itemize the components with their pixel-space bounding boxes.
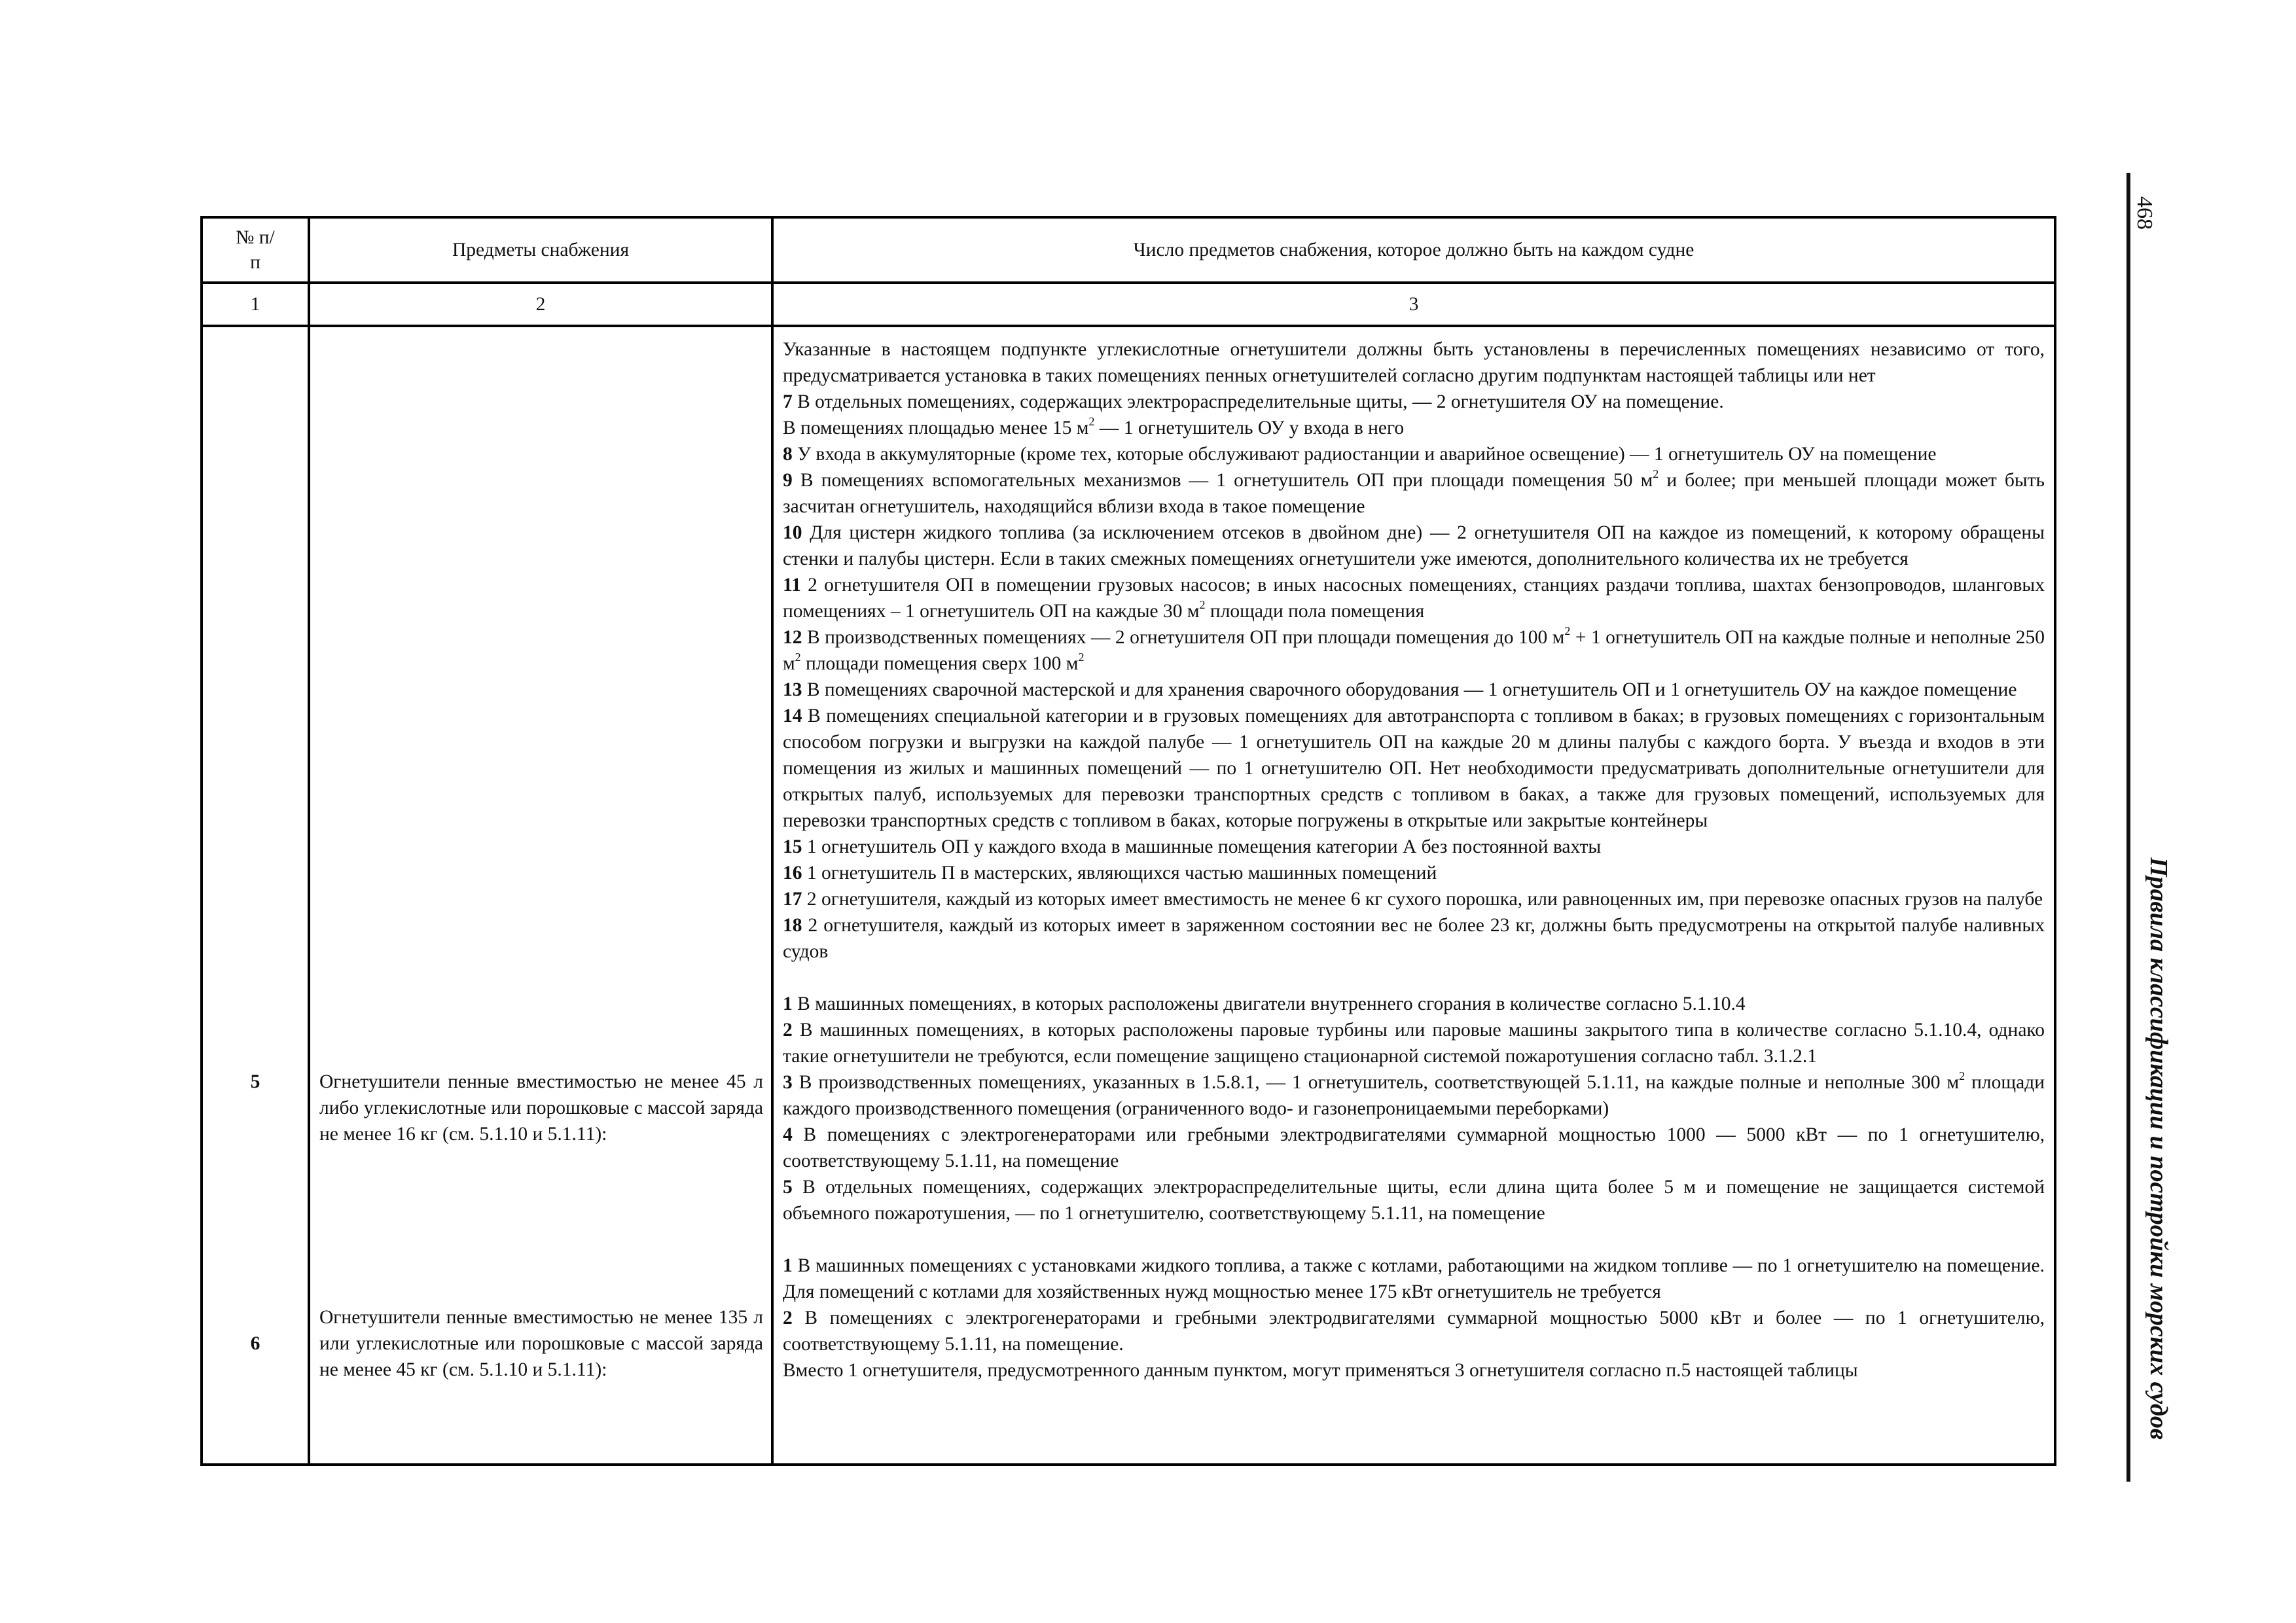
item5-requirements xyxy=(783,991,2045,1226)
quantity-cell xyxy=(772,326,2055,1465)
item6-clause-2-note: Вместо 1 огнетушителя, предусмотренного данным пунктом, могут применяться 3 огнетушителя согласно п.5 настоящей таблицы xyxy=(783,1360,1858,1381)
item-number-6: 6 xyxy=(250,1333,260,1354)
clause-16: 16 1 огнетушитель П в мастерских, являющихся частью машинных помещений xyxy=(783,863,1437,883)
number-cell xyxy=(202,326,309,1465)
clause-9: 9 В помещениях вспомогательных механизмов — 1 огнетушитель ОП при площади помещения 50 $м^2$ и более; при меньшей площади может быть засчитан огнетушитель, находящийся вблизи входа в такое помещение xyxy=(783,467,2045,517)
item6-supply-text: Огнетушители пенные вместимостью не менее 135 л или углекислотные или порошковые с массой заряда не менее 45 кг (см. 5.1.10 и 5.1.11): xyxy=(319,1307,763,1380)
supply-table xyxy=(200,216,2056,1466)
clause-13: 13 В помещениях сварочной мастерской и для хранения сварочного оборудования — 1 огнетушитель ОП и 1 огнетушитель ОУ на каждое помещение xyxy=(783,679,2017,700)
margin-rule xyxy=(2126,173,2130,1482)
column-number-3: 3 xyxy=(772,283,2055,326)
clause-10: 10 Для цистерн жидкого топлива (за исключением отсеков в двойном дне) — 2 огнетушителя ОП на каждое из помещений, к которому обращены стенки и палубы цистерн. Если в таких смежных помещениях огнетушители уже имеются, дополнительного количества их не требуется xyxy=(783,522,2045,569)
clause-11: 11 2 огнетушителя ОП в помещении грузовых насосов; в иных насосных помещениях, станциях раздачи топлива, шахтах бензопроводов, шланговых помещениях – 1 огнетушитель ОП на каждые 30 $м^2$ площади пола помещения xyxy=(783,575,2045,622)
column-number-1: 1 xyxy=(202,283,309,326)
continuation-spacer xyxy=(212,335,298,1069)
running-title: Правила классификации и постройки морских судов xyxy=(2145,857,2172,1440)
column-number-2: 2 xyxy=(309,283,772,326)
supply-cell xyxy=(309,326,772,1465)
item5-spacer xyxy=(319,1147,763,1304)
item5-clause-3: 3 В производственных помещениях, указанных в 1.5.8.1, — 1 огнетушитель, соответствующей 5.1.11, на каждые полные и неполные 300 $м^2$ площади каждого производственного помещения (ограниченного водо- и газонепроницаемыми переборками) xyxy=(783,1069,2045,1119)
item6-clause-2: 2 В помещениях с электрогенераторами и гребными электродвигателями суммарной мощностью 5000 кВт и более — по 1 огнетушителю, соответствующему 5.1.11, на помещение. xyxy=(783,1308,2045,1355)
header-row xyxy=(202,217,2055,283)
header-supply-items: Предметы снабжения xyxy=(309,217,772,283)
clause-8: 8 У входа в аккумуляторные (кроме тех, которые обслуживают радиостанции и аварийное освещение) — 1 огнетушитель ОУ на помещение xyxy=(783,444,1937,465)
item5-supply-text: Огнетушители пенные вместимостью не менее 45 л либо углекислотные или порошковые с массой заряда не менее 16 кг (см. 5.1.10 и 5.1.11): xyxy=(319,1071,763,1145)
item5-clause-1: 1 В машинных помещениях, в которых расположены двигатели внутреннего сгорания в количестве согласно 5.1.10.4 xyxy=(783,993,1746,1014)
clause-12: 12 В производственных помещениях — 2 огнетушителя ОП при площади помещения до 100 $м^2 + 1$ огнетушитель ОП на каждые полные и неполные 250 $м^2$ площади помещения сверх 100 $м^2$ xyxy=(783,624,2045,674)
table-body-row xyxy=(202,326,2055,1465)
item5-clause-5: 5 В отдельных помещениях, содержащих электрораспределительные щиты, если длина щита более 5 м и помещение не защищается системой объемного пожаротушения, — по 1 огнетушителю, соответствующему 5.1.11, на помещение xyxy=(783,1177,2045,1224)
item5-clause-4: 4 В помещениях с электрогенераторами или гребными электродвигателями суммарной мощностью 1000 — 5000 кВт — по 1 огнетушителю, соответствующему 5.1.11, на помещение xyxy=(783,1124,2045,1171)
clause-18: 18 2 огнетушителя, каждый из которых имеет в заряженном состоянии вес не более 23 кг, должны быть предусмотрены на открытой палубе наливных судов xyxy=(783,915,2045,962)
page-number: 468 xyxy=(2132,196,2157,230)
continuation-spacer xyxy=(319,335,763,1069)
clause-14: 14 В помещениях специальной категории и в грузовых помещениях для автотранспорта с топливом в баках; в грузовых помещениях с горизонтальным способом погрузки и выгрузки на каждой палубе — 1 огнетушитель ОП на каждые 20 м длины палубы с каждого борта. У въезда и входов в эти помещения из жилых и машинных помещений — по 1 огнетушителю ОП. Нет необходимости предусматривать дополнительные огнетушители для открытых палуб, используемых для перевозки транспортных средств с топливом в баках, а также для грузовых помещений, используемых для перевозки транспортных средств с топливом в баках, которые погружены в открытые или закрытые контейнеры xyxy=(783,705,2045,831)
item-number-5: 5 xyxy=(250,1071,260,1092)
continuation-intro: Указанные в настоящем подпункте углекислотные огнетушители должны быть установлены в перечисленных помещениях независимо от того, предусматривается установка в таких помещениях пенных огнетушителей согласно другим подпунктам настоящей таблицы или нет xyxy=(783,339,2045,386)
clause-15: 15 1 огнетушитель ОП у каждого входа в машинные помещения категории А без постоянной вахты xyxy=(783,836,1602,857)
clause-7: 7 В отдельных помещениях, содержащих электрораспределительные щиты, — 2 огнетушителя ОУ на помещение. xyxy=(783,391,1724,412)
item5-clause-2: 2 В машинных помещениях, в которых расположены паровые турбины или паровые машины закрытого типа в количестве согласно 5.1.10.4, однако такие огнетушители не требуются, если помещение защищено стационарной системой пожаротушения согласно табл. 3.1.2.1 xyxy=(783,1020,2045,1067)
item6-requirements xyxy=(783,1253,2045,1383)
header-number: № п/п xyxy=(202,217,309,283)
clause-7-small-rooms: В помещениях площадью менее 15 $м^2$ — 1 огнетушитель ОУ у входа в него xyxy=(783,415,1405,438)
item5-spacer xyxy=(212,1095,298,1330)
item6-clause-1: 1 В машинных помещениях с установками жидкого топлива, а также с котлами, работающими на жидком топливе — по 1 огнетушителю на помещение. Для помещений с котлами для хозяйственных нужд мощностью менее 175 кВт огнетушитель не требуется xyxy=(783,1255,2045,1302)
clause-17: 17 2 огнетушителя, каждый из которых имеет вместимость не менее 6 кг сухого порошка, или равноценных им, при перевозке опасных грузов на палубе xyxy=(783,889,2043,910)
column-number-row xyxy=(202,283,2055,326)
header-quantity: Число предметов снабжения, которое должно быть на каждом судне xyxy=(772,217,2055,283)
